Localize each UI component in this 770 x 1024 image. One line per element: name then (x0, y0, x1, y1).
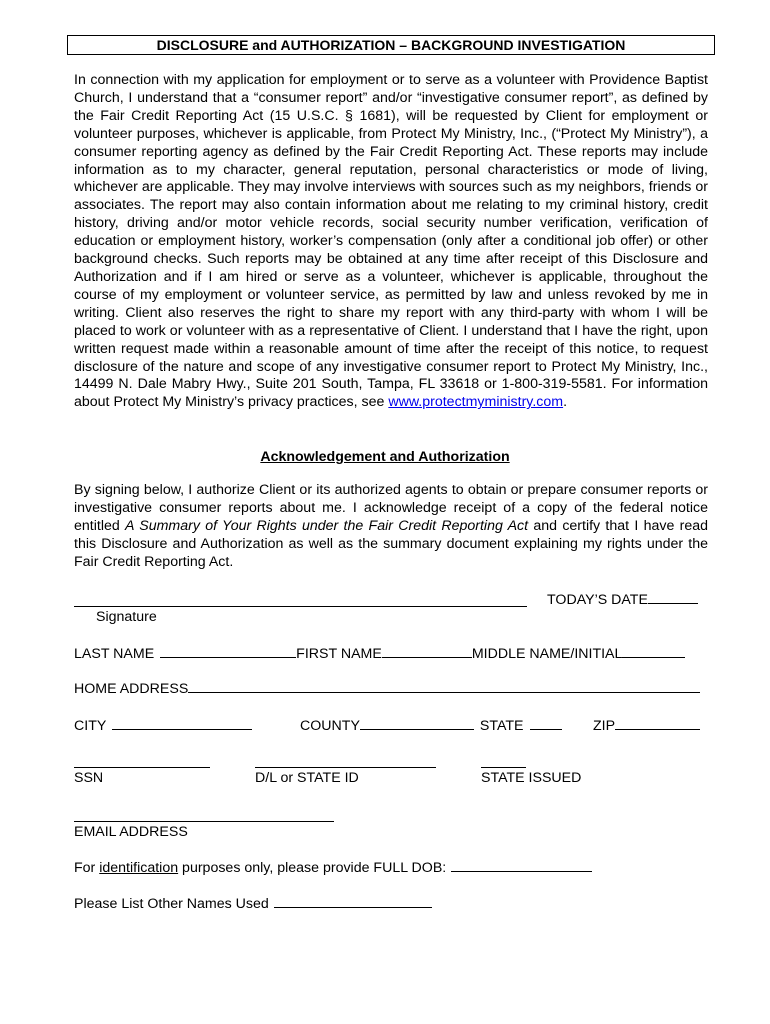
acknowledgement-paragraph (74, 482, 708, 572)
state-issued-line[interactable] (481, 767, 526, 768)
acknowledgement-text: By signing below, I authorize Client or its authorized agents to obtain or prepare consumer reports or investigative consumer reports about me. I acknowledge receipt of a copy of the federal notice entitled (74, 482, 708, 534)
todays-date-label: TODAY’S DATE (547, 592, 648, 608)
home-address-label: HOME ADDRESS (74, 681, 189, 697)
email-line[interactable] (74, 821, 334, 822)
signature-label: Signature (96, 609, 157, 625)
last-name-label: LAST NAME (74, 646, 155, 662)
dob-label: purposes only, please provide FULL DOB: (178, 860, 447, 876)
acknowledgement-heading: Acknowledgement and Authorization (260, 449, 510, 465)
todays-date-field (547, 591, 698, 609)
home-address-line[interactable] (188, 680, 700, 693)
signature-line[interactable] (74, 606, 527, 607)
city-label: CITY (74, 718, 107, 734)
county-line[interactable] (360, 717, 474, 730)
zip-label: ZIP (593, 718, 616, 734)
middle-name-label: MIDDLE NAME/INITIAL (471, 646, 623, 662)
disclosure-paragraph (74, 72, 708, 412)
dob-prefix: For (74, 860, 100, 876)
dob-underlined-word: identification (99, 860, 179, 876)
protect-my-ministry-link[interactable]: www.protectmyministry.com (388, 394, 564, 411)
last-name-line[interactable] (160, 645, 296, 658)
first-name-line[interactable] (382, 645, 472, 658)
fcra-summary-title: A Summary of Your Rights under the Fair Credit Reporting Act (125, 517, 529, 534)
dl-line[interactable] (255, 767, 436, 768)
dl-label: D/L or STATE ID (255, 770, 359, 786)
zip-field (593, 717, 700, 735)
other-names-line[interactable] (274, 895, 432, 908)
state-line[interactable] (530, 717, 562, 730)
state-issued-label: STATE ISSUED (481, 770, 582, 786)
middle-name-line[interactable] (622, 645, 685, 658)
todays-date-line[interactable] (648, 591, 698, 604)
first-name-label: FIRST NAME (296, 646, 382, 662)
other-names-label: Please List Other Names Used (74, 896, 269, 912)
email-label: EMAIL ADDRESS (74, 824, 188, 840)
county-label: COUNTY (300, 718, 360, 734)
state-label: STATE (479, 718, 524, 734)
county-field (300, 717, 562, 735)
dob-field (74, 859, 592, 877)
disclosure-text: In connection with my application for employment or to serve as a volunteer with Providence Baptist Church, I understand that a “consumer report” and/or “investigative consumer report”, as defined by the Fair Credit Reporting Act (15 U.S.C. § 1681), will be requested by Client for employment or volunteer purposes, whichever is applicable, from Protect My Ministry, Inc., (“Protect My Ministry”), a consumer reporting agency as defined by the Fair Credit Reporting Act. These reports may include information as to my character, general reputation, personal characteristics or mode of living, whichever are applicable. They may involve interviews with sources such as my neighbors, friends or associates. The report may also contain information about me relating to my criminal history, credit history, driving and/or motor vehicle records, social security number verification, verification of education or employment history, worker’s compensation (only after a conditional job offer) or other background checks. Such reports may be obtained at any time after receipt of this Disclosure and Authorization and if I am hired or serve as a volunteer, whichever is applicable, throughout the course of my employment or volunteer service, as permitted by law and unless revoked by me in writing. Client also reserves the right to share my report with any third-party with whom I will be placed to work or volunteer with as a representative of Client. I understand that I have the right, upon written request made within a reasonable amount of time after the receipt of this notice, to request disclosure of the nature and scope of any investigative consumer report to Protect My Ministry, Inc., 14499 N. Dale Mabry Hwy., Suite 201 South, Tampa, FL 33618 or 1-800-319-5581. For information about Protect My Ministry’s privacy practices, see (74, 72, 708, 411)
dob-line[interactable] (451, 859, 592, 872)
acknowledgement-text-end: and certify that I have read this Disclosure and Authorization as well as the summary document explaining my rights under the Fair Credit Reporting Act. (74, 517, 708, 570)
city-line[interactable] (112, 717, 252, 730)
zip-line[interactable] (615, 717, 700, 730)
disclosure-period: . (563, 394, 568, 411)
other-names-field (74, 895, 432, 913)
ssn-line[interactable] (74, 767, 210, 768)
city-field (74, 717, 252, 735)
home-address-field (74, 680, 700, 698)
document-title: DISCLOSURE and AUTHORIZATION – BACKGROUND INVESTIGATION (67, 35, 715, 55)
ssn-label: SSN (74, 770, 104, 786)
last-name-field (74, 645, 685, 663)
